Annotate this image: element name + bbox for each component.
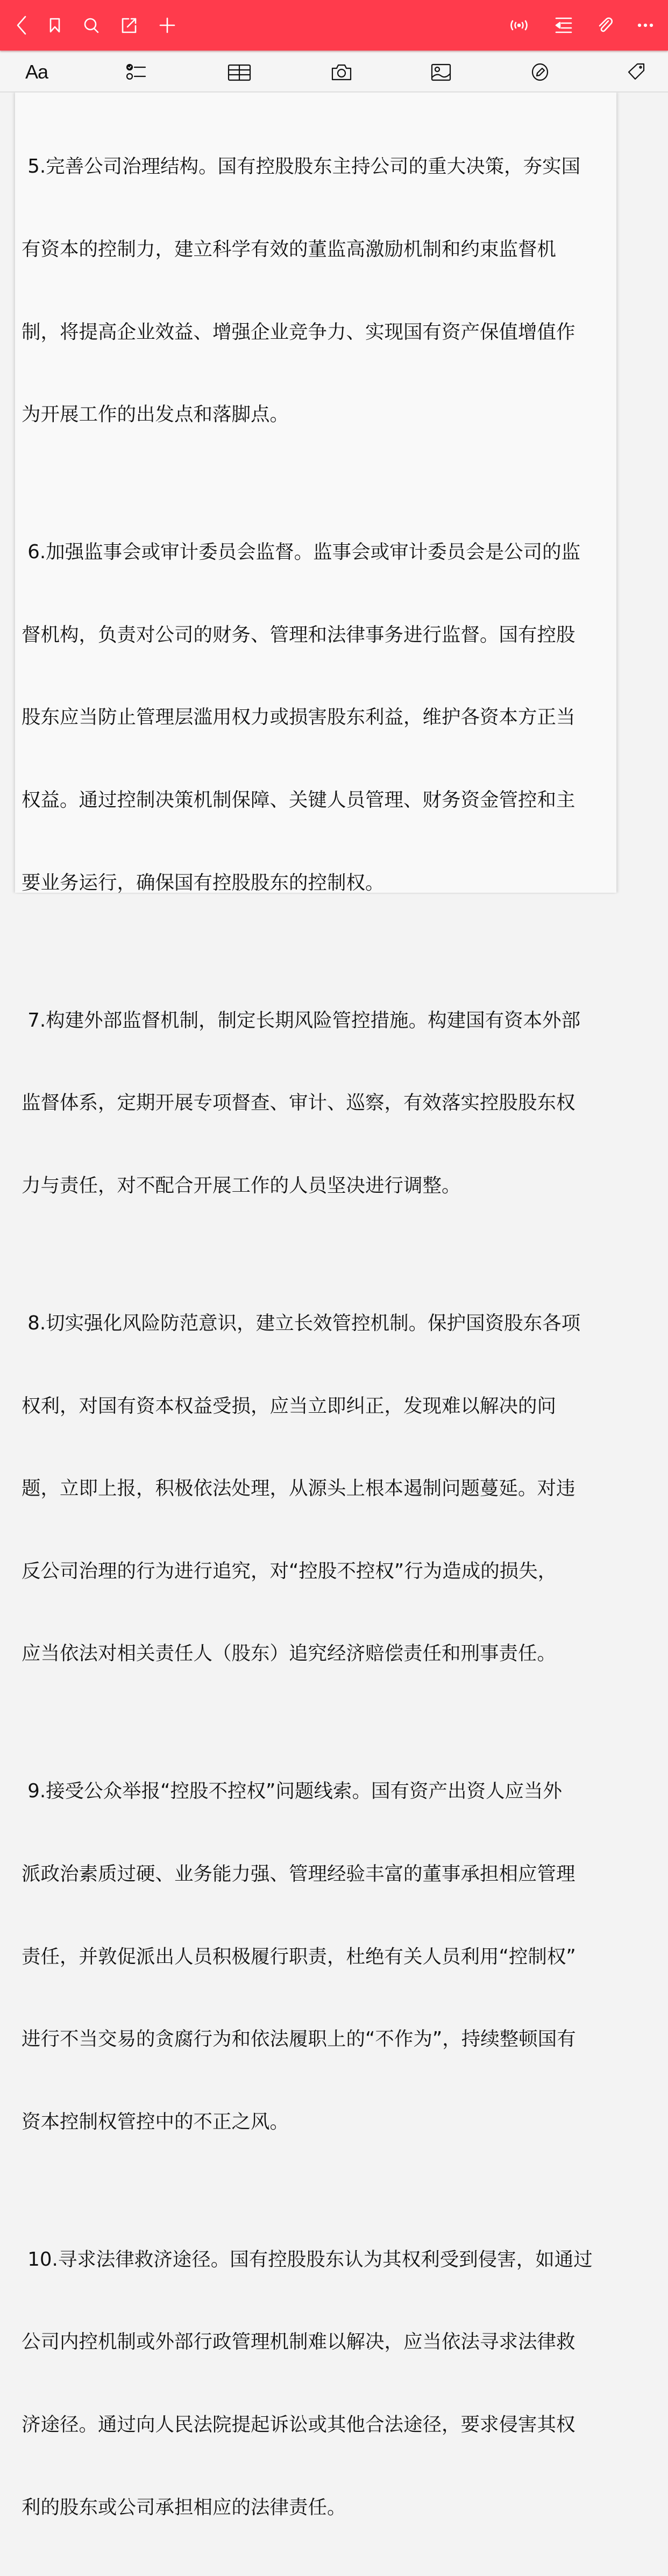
text-line: 制，将提高企业效益、增强企业竞争力、实现国有资产保值增值作	[22, 321, 575, 343]
table-icon	[228, 63, 251, 81]
text-line: 反公司治理的行为进行追究，对“控股不控权”行为造成的损失，	[22, 1560, 557, 1582]
camera-icon	[331, 63, 352, 81]
note-page[interactable]	[15, 92, 616, 2518]
bookmark-button[interactable]	[43, 13, 67, 37]
text-line: 进行不当交易的贪腐行为和依法履职上的“不作为”，持续整顿国有	[22, 2028, 576, 2051]
add-icon	[159, 17, 176, 34]
text-line: 督机构，负责对公司的财务、管理和法律事务进行监督。国有控股	[22, 623, 575, 646]
text-line: 有资本的控制力，建立科学有效的董监高激励机制和约束监督机	[22, 238, 557, 261]
text-line: 监督体系，定期开展专项督查、审计、巡察，有效落实控股股东权	[22, 1092, 575, 1114]
more-icon	[637, 23, 653, 28]
paragraph-6	[22, 483, 602, 951]
text-line: 9.接受公众举报“控股不控权”问题线索。国有资产出资人应当外	[22, 1780, 562, 1803]
image-icon	[430, 63, 452, 81]
text-line: 6.加强监事会或审计委员会监督。监事会或审计委员会是公司的监	[22, 541, 581, 564]
text-line: 权益。通过控制决策机制保障、关键人员管理、财务资金管控和主	[22, 789, 575, 812]
tag-button[interactable]	[621, 60, 651, 84]
text-line: 10.寻求法律救济途径。国有控股股东认为其权利受到侵害，如通过	[22, 2248, 593, 2271]
handwriting-button[interactable]	[525, 60, 555, 84]
share-icon	[120, 16, 138, 34]
text-line: 力与责任，对不配合开展工作的人员坚决进行调整。	[22, 1174, 461, 1197]
text-line: 股东应当防止管理层滥用权力或损害股东利益，维护各资本方正当	[22, 706, 575, 729]
back-icon	[13, 15, 30, 36]
text-line: 济途径。通过向人民法院提起诉讼或其他合法途径，要求侵害其权	[22, 2414, 575, 2436]
text-line: 资本控制权管控中的不正之风。	[22, 2110, 289, 2133]
top-app-bar	[0, 0, 668, 51]
paragraph-10	[22, 2190, 602, 2576]
text-line: 要业务运行，确保国有控股股东的控制权。	[22, 871, 385, 894]
tag-icon	[627, 62, 646, 82]
image-button[interactable]	[426, 60, 456, 84]
table-button[interactable]	[224, 60, 254, 84]
paragraph-5	[22, 98, 602, 483]
text-line: 为开展工作的出发点和落脚点。	[22, 403, 289, 426]
text-line: 7.构建外部监督机制，制定长期风险管控措施。构建国有资本外部	[22, 1009, 581, 1031]
attachment-icon	[596, 16, 615, 34]
camera-button[interactable]	[326, 60, 357, 84]
outline-button[interactable]	[552, 13, 575, 37]
formatting-toolbar	[0, 51, 668, 92]
paragraph-9	[22, 1723, 602, 2190]
bookmark-icon	[48, 17, 61, 33]
text-format-icon: Aa	[25, 61, 48, 83]
more-button[interactable]	[634, 13, 657, 37]
text-line: 权利，对国有资本权益受损，应当立即纠正，发现难以解决的问	[22, 1394, 557, 1417]
text-line: 题，立即上报，积极依法处理，从源头上根本遏制问题蔓延。对违	[22, 1477, 575, 1500]
broadcast-icon	[508, 19, 530, 32]
search-icon	[82, 16, 101, 34]
text-line: 派政治素质过硬、业务能力强、管理经验丰富的董事承担相应管理	[22, 1863, 575, 1885]
text-line: 8.切实强化风险防范意识，建立长效管控机制。保护国资股东各项	[22, 1312, 581, 1334]
text-format-button[interactable]	[20, 60, 53, 84]
note-body[interactable]	[22, 98, 602, 2576]
text-line: 责任，并敦促派出人员积极履行职责，杜绝有关人员利用“控制权”	[22, 1945, 576, 1968]
search-button[interactable]	[80, 13, 103, 37]
add-button[interactable]	[155, 13, 179, 37]
text-line: 应当依法对相关责任人（股东）追究经济赔偿责任和刑事责任。	[22, 1642, 557, 1665]
paragraph-8	[22, 1255, 602, 1723]
text-line: 5.完善公司治理结构。国有控股股东主持公司的重大决策，夯实国	[22, 155, 581, 178]
text-line: 公司内控机制或外部行政管理机制难以解决，应当依法寻求法律救	[22, 2331, 575, 2353]
paragraph-7	[22, 951, 602, 1254]
attachment-button[interactable]	[594, 13, 617, 37]
checklist-button[interactable]	[122, 60, 152, 84]
back-button[interactable]	[10, 13, 33, 37]
outline-icon	[554, 16, 573, 34]
pencil-circle-icon	[530, 62, 550, 82]
text-line: 利的股东或公司承担相应的法律责任。	[22, 2496, 346, 2518]
broadcast-button[interactable]	[507, 13, 531, 37]
checklist-icon	[126, 63, 147, 81]
share-button[interactable]	[117, 13, 141, 37]
